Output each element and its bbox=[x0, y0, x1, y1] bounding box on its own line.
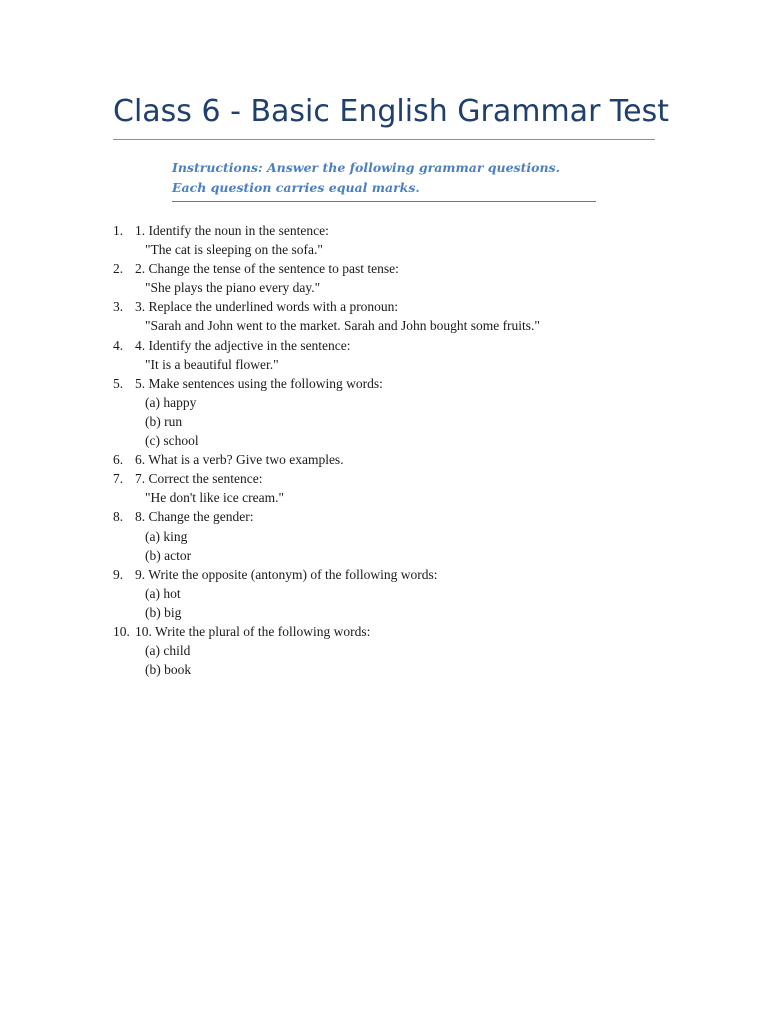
question-number: 8. bbox=[113, 509, 124, 525]
question-item bbox=[0, 622, 768, 679]
question-item bbox=[0, 450, 768, 469]
question-subline: (b) run bbox=[145, 413, 183, 429]
question-text: 3. Replace the underlined words with a pronoun: bbox=[135, 299, 399, 315]
question-number: 1. bbox=[113, 223, 124, 238]
question-number: 7. bbox=[113, 471, 124, 487]
question-subline: "Sarah and John went to the market. Sarah and John bought some fruits." bbox=[145, 318, 540, 334]
question-subline: (a) hot bbox=[145, 585, 181, 601]
title-divider bbox=[113, 139, 655, 140]
question-text: 2. Change the tense of the sentence to past tense: bbox=[135, 261, 399, 277]
question-subline: "It is a beautiful flower." bbox=[145, 356, 279, 372]
question-item bbox=[0, 469, 768, 507]
question-text: 9. Write the opposite (antonym) of the following words: bbox=[135, 566, 438, 582]
question-number: 6. bbox=[113, 452, 124, 468]
question-item bbox=[0, 221, 768, 259]
question-number: 2. bbox=[113, 261, 124, 277]
question-item bbox=[0, 336, 768, 374]
question-text: 5. Make sentences using the following words: bbox=[135, 375, 383, 391]
page-title: Class 6 - Basic English Grammar Test bbox=[113, 94, 670, 129]
question-text: 7. Correct the sentence: bbox=[135, 471, 263, 487]
question-text: 8. Change the gender: bbox=[135, 509, 254, 525]
question-item bbox=[0, 374, 768, 450]
question-number: 5. bbox=[113, 375, 124, 391]
question-item bbox=[0, 259, 768, 297]
instructions-text: Instructions: Answer the following grammar questions. Each question carries equal marks. bbox=[172, 158, 596, 202]
question-item bbox=[0, 297, 768, 335]
question-subline: (a) child bbox=[145, 643, 191, 659]
question-subline: "The cat is sleeping on the sofa." bbox=[145, 242, 323, 258]
question-number: 9. bbox=[113, 566, 124, 582]
question-number: 3. bbox=[113, 299, 124, 315]
question-item bbox=[0, 565, 768, 622]
question-list bbox=[0, 221, 768, 679]
question-item bbox=[0, 507, 768, 564]
question-text: 10. Write the plural of the following words: bbox=[135, 623, 371, 639]
question-subline: "She plays the piano every day." bbox=[145, 280, 321, 296]
question-subline: (a) king bbox=[145, 528, 188, 544]
question-subline: "He don't like ice cream." bbox=[145, 490, 285, 506]
question-subline: (c) school bbox=[145, 433, 199, 449]
question-text: 6. What is a verb? Give two examples. bbox=[135, 452, 344, 468]
question-number: 4. bbox=[113, 337, 124, 353]
question-text: 1. Identify the noun in the sentence: bbox=[135, 223, 329, 238]
question-subline: (b) actor bbox=[145, 547, 192, 563]
question-text: 4. Identify the adjective in the sentence: bbox=[135, 337, 351, 353]
question-number: 10. bbox=[113, 623, 130, 639]
question-subline: (b) book bbox=[145, 662, 192, 678]
question-subline: (a) happy bbox=[145, 394, 197, 410]
question-subline: (b) big bbox=[145, 604, 182, 620]
